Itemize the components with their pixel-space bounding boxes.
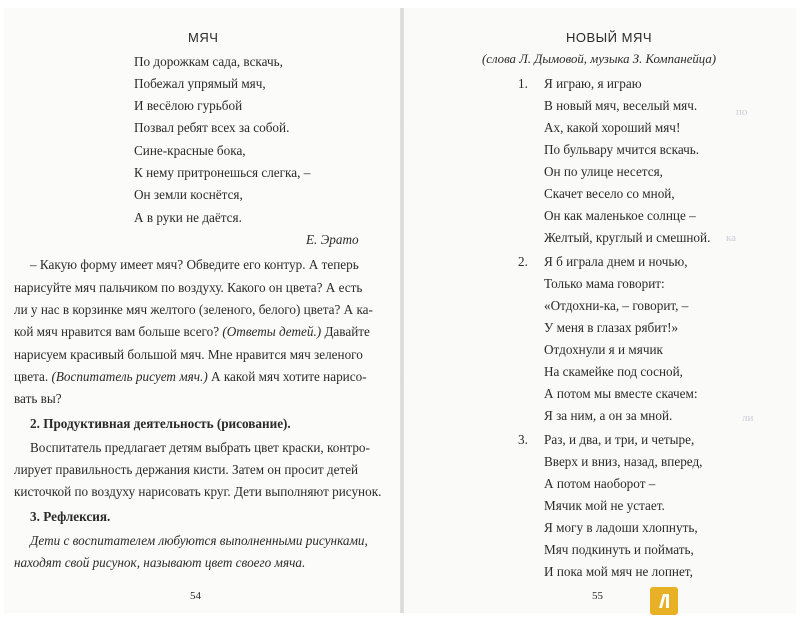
verse-line: Я играю, я играю — [544, 76, 642, 91]
poem-line: Побежал упрямый мяч, — [134, 76, 266, 91]
verse-line: А потом мы вместе скачем: — [544, 386, 698, 401]
text-line: нарисуем красивый большой мяч. Мне нравится мяч зеленого — [14, 347, 363, 362]
verse-line: И пока мой мяч не лопнет, — [544, 564, 693, 579]
verse-line: На скамейке под сосной, — [544, 364, 683, 379]
text-line: лирует правильность держания кисти. Затем он просит детей — [14, 462, 359, 477]
poem-line: К нему притронешься слегка, – — [134, 165, 311, 180]
verse-line: Я б играла днем и ночью, — [544, 254, 688, 269]
verse-line: А потом наоборот – — [544, 476, 656, 491]
poem-line: Сине-красные бока, — [134, 143, 246, 158]
page-number-right: 55 — [592, 590, 603, 602]
poem-line: Он земли коснётся, — [134, 187, 243, 202]
text-line: находят свой рисунок, называют цвет своего мяча. — [14, 555, 306, 570]
verse-line: Ах, какой хороший мяч! — [544, 120, 681, 135]
publisher-logo-icon — [654, 591, 674, 611]
poem-line: А в руки не даётся. — [134, 210, 242, 225]
song-subtitle: (слова Л. Дымовой, музыка З. Компанейца) — [482, 52, 717, 66]
song-title: НОВЫЙ МЯЧ — [566, 30, 653, 45]
text-line: Дети с воспитателем любуются выполненными рисунками, — [30, 533, 368, 548]
verse-line: У меня в глазах рябит!» — [544, 320, 679, 335]
text-line: Воспитатель предлагает детям выбрать цвет краски, контро- — [30, 440, 370, 455]
poem-line: Позвал ребят всех за собой. — [134, 120, 290, 135]
verse-number: 1. — [518, 76, 528, 91]
verse-line: Только мама говорит: — [544, 276, 665, 291]
verse-line: Я могу в ладоши хлопнуть, — [544, 520, 698, 535]
text-line: кой мяч нравится вам больше всего? (Ответы детей.) Давайте — [14, 324, 370, 339]
verse-line: Он как маленькое солнце – — [544, 208, 696, 223]
section-heading-productive: 2. Продуктивная деятельность (рисование). — [30, 416, 291, 431]
verse-line: Я за ним, а он за мной. — [544, 408, 673, 423]
poem-line: И весёлою гурьбой — [134, 98, 243, 113]
verse-line: По бульвару мчится вскачь. — [544, 142, 700, 157]
bleed-through-text: по — [736, 106, 748, 118]
text-line: ли у нас в корзинке мяч желтого (зеленого, белого) цвета? А ка- — [14, 302, 373, 317]
text-line: цвета. (Воспитатель рисует мяч.) А какой мяч хотите нарисо- — [14, 369, 367, 384]
poem-line: По дорожкам сада, вскачь, — [134, 54, 283, 69]
verse-line: Мяч подкинуть и поймать, — [544, 542, 694, 557]
bleed-through-text: ли — [742, 412, 754, 424]
text-line: нарисуйте мяч пальчиком по воздуху. Какого он цвета? А есть — [14, 280, 363, 295]
section-heading-reflection: 3. Рефлексия. — [30, 509, 111, 524]
verse-line: Скачет весело со мной, — [544, 186, 675, 201]
publisher-logo — [650, 587, 678, 615]
verse-number: 3. — [518, 432, 528, 447]
verse-number: 2. — [518, 254, 528, 269]
text-line: вать вы? — [14, 391, 62, 406]
poem-author: Е. Эрато — [306, 232, 359, 247]
poem-title: МЯЧ — [188, 30, 219, 45]
verse-line: Раз, и два, и три, и четыре, — [544, 432, 695, 447]
bleed-through-text: ка — [726, 232, 737, 244]
verse-line: Вверх и вниз, назад, вперед, — [544, 454, 703, 469]
text-line: кисточкой по воздуху нарисовать круг. Дети выполняют рисунок. — [14, 484, 382, 499]
verse-line: Отдохнули я и мячик — [544, 342, 663, 357]
verse-line: Мячик мой не устает. — [544, 498, 665, 513]
page-number-left: 54 — [190, 590, 201, 602]
text-line: – Какую форму имеет мяч? Обведите его контур. А теперь — [30, 257, 359, 272]
verse-line: Он по улице несется, — [544, 164, 663, 179]
verse-line: Желтый, круглый и смешной. — [544, 230, 711, 245]
verse-line: В новый мяч, веселый мяч. — [544, 98, 698, 113]
verse-line: «Отдохни-ка, – говорит, – — [544, 298, 689, 313]
